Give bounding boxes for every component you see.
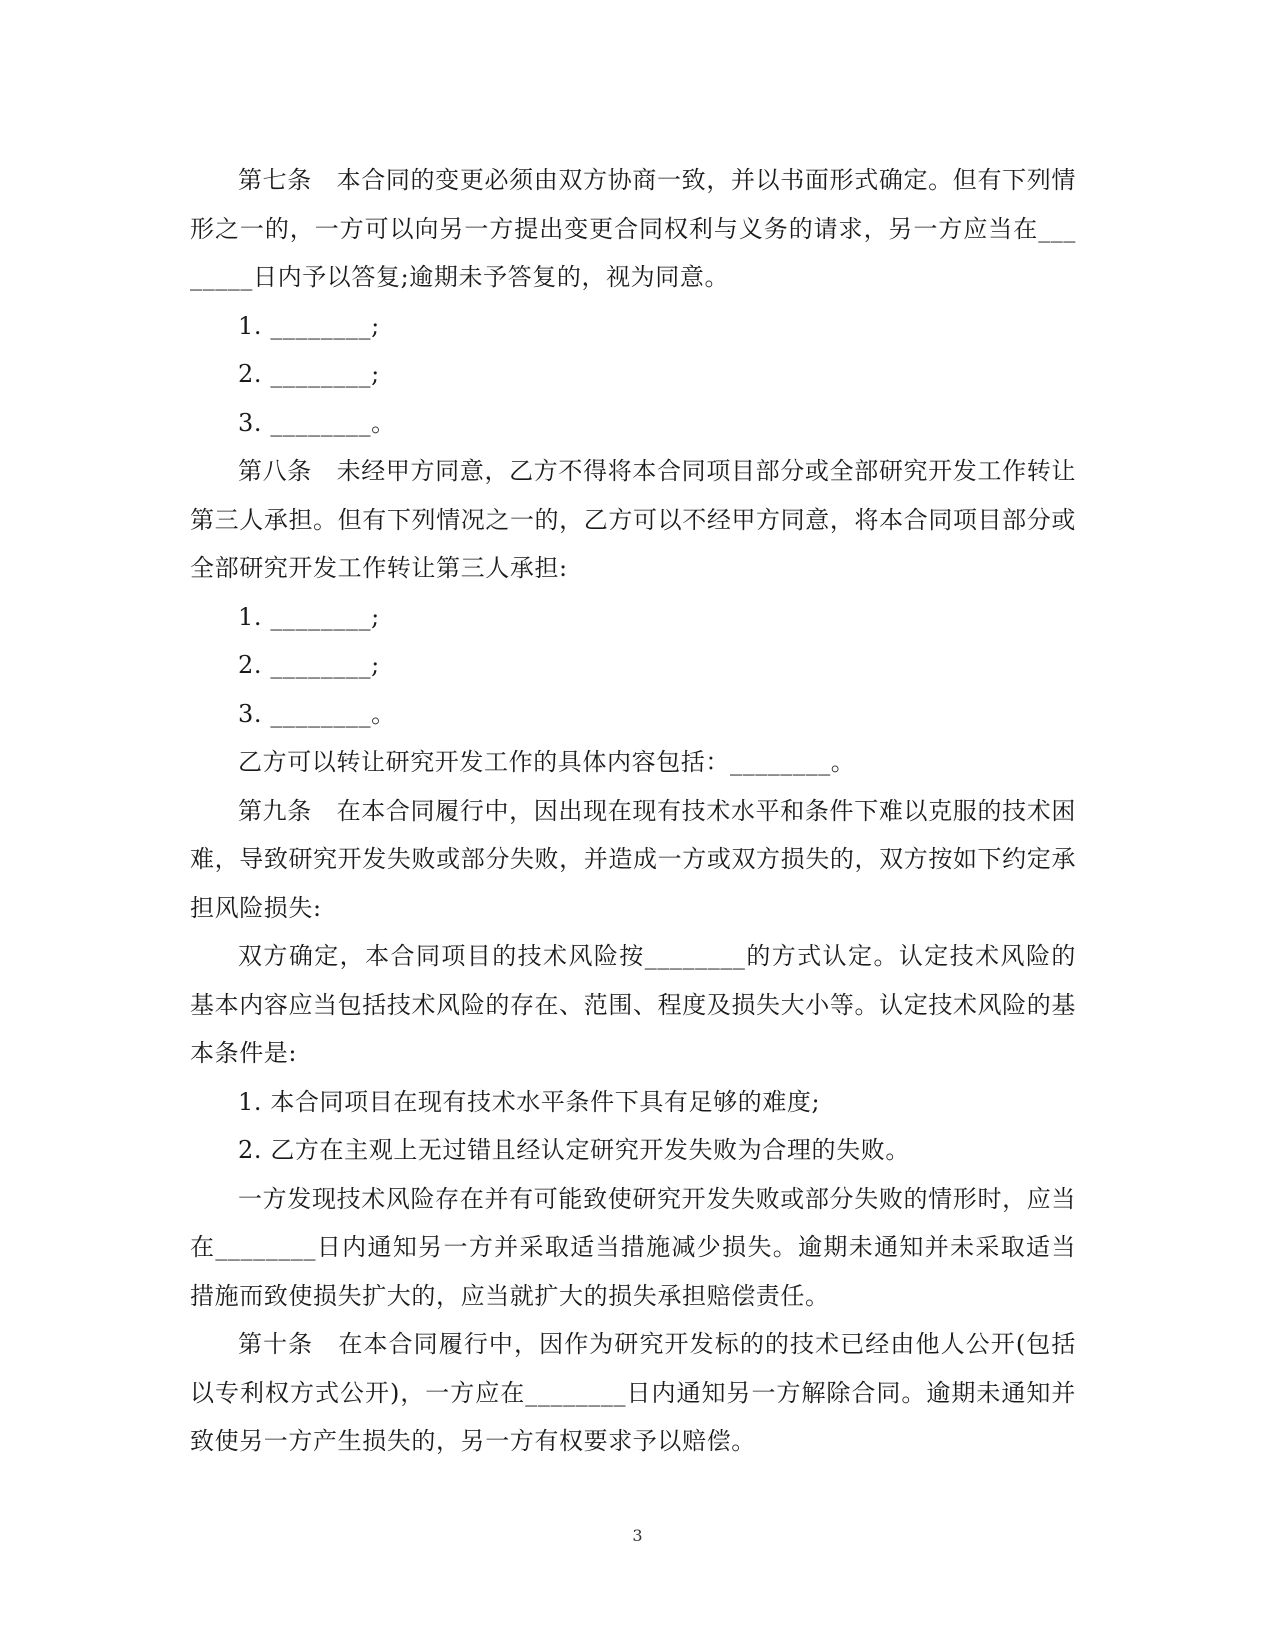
article-7-item-2: 2. ________;	[238, 360, 380, 388]
article-9-condition-2: 2. 乙方在主观上无过错且经认定研究开发失败为合理的失败。	[238, 1136, 910, 1164]
article-8-item-2: 2. ________;	[238, 651, 380, 679]
article-7-item-1: 1. ________;	[238, 311, 380, 340]
article-9-paragraph: 第九条 在本合同履行中，因出现在现有技术水平和条件下难以克服的技术困难，导致研究开发失败或部分失败，并造成一方或双方损失的，双方按如下约定承担风险损失:	[190, 796, 1076, 922]
page-number: 3	[632, 1526, 643, 1545]
article-9-condition-1: 1. 本合同项目在现有技术水平条件下具有足够的难度;	[238, 1087, 821, 1116]
article-7-paragraph: 第七条 本合同的变更必须由双方协商一致，并以书面形式确定。但有下列情形之一的，一方可以向另一方提出变更合同权利与义务的请求，另一方应当在________日内予以答复;逾期未予答复的，视为同意。	[190, 166, 1076, 291]
article-9-risk-determination: 双方确定，本合同项目的技术风险按________的方式认定。认定技术风险的基本内容应当包括技术风险的存在、范围、程度及损失大小等。认定技术风险的基本条件是:	[190, 942, 1076, 1067]
article-7-item-3: 3. ________。	[238, 408, 396, 437]
article-9-notification: 一方发现技术风险存在并有可能致使研究开发失败或部分失败的情形时，应当在________日内通知另一方并采取适当措施减少损失。逾期未通知并未采取适当措施而致使损失扩大的，应当就扩大的损失承担赔偿责任。	[190, 1184, 1076, 1310]
article-10-paragraph: 第十条 在本合同履行中，因作为研究开发标的的技术已经由他人公开(包括以专利权方式公开)，一方应在________日内通知另一方解除合同。逾期未通知并致使另一方产生损失的，另一方有权要求予以赔偿。	[190, 1330, 1076, 1455]
article-8-item-3: 3. ________。	[238, 699, 396, 728]
article-8-transfer-content: 乙方可以转让研究开发工作的具体内容包括：________。	[238, 748, 856, 776]
article-8-item-1: 1. ________;	[238, 602, 380, 631]
article-8-paragraph: 第八条 未经甲方同意，乙方不得将本合同项目部分或全部研究开发工作转让第三人承担。但有下列情况之一的，乙方可以不经甲方同意，将本合同项目部分或全部研究开发工作转让第三人承担:	[190, 457, 1076, 582]
document-body	[190, 156, 1076, 1466]
